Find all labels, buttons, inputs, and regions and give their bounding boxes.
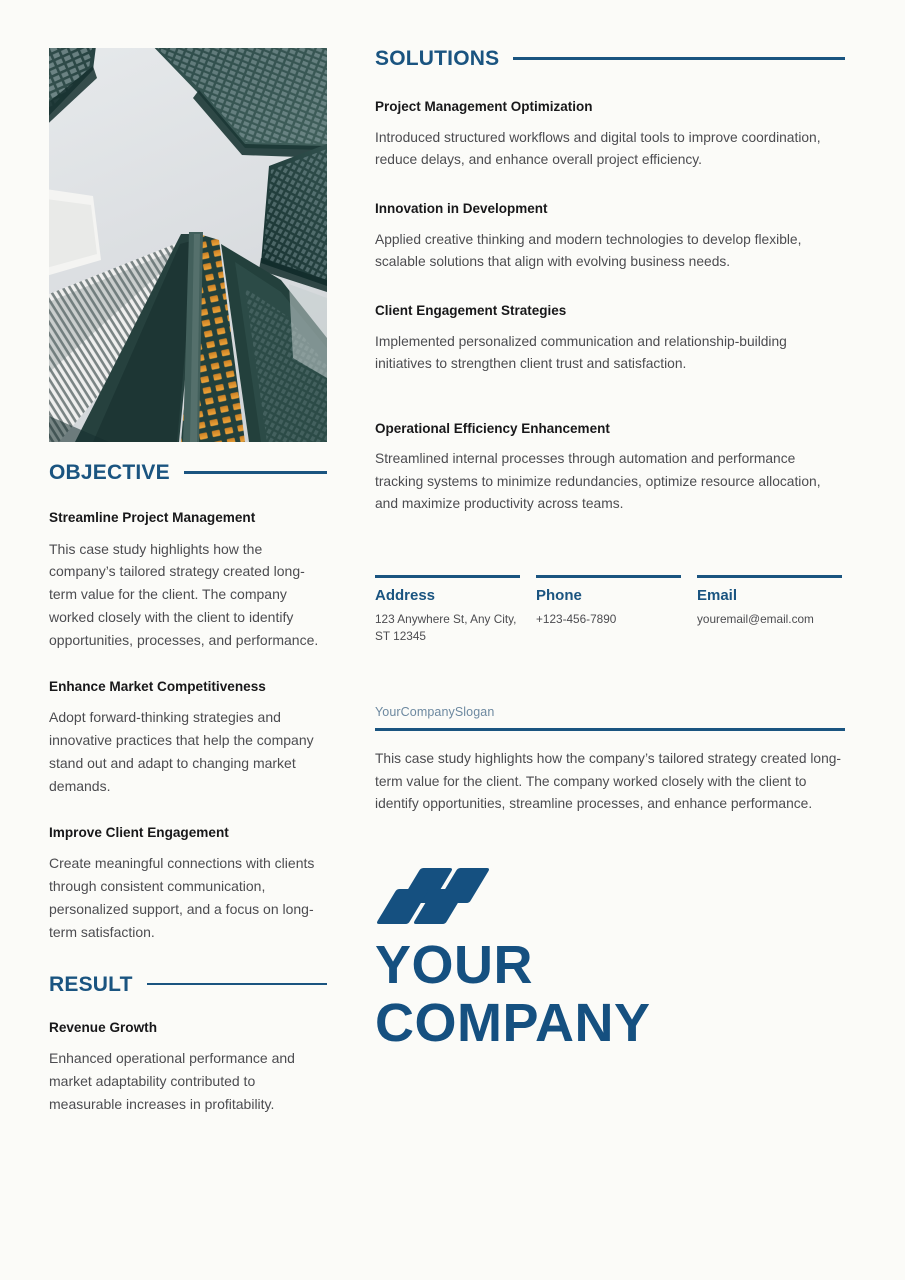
objective-block xyxy=(49,509,327,652)
result-section xyxy=(49,974,327,1116)
company-name-line2: COMPANY xyxy=(375,993,651,1054)
company-slogan: YourCompanySlogan xyxy=(375,705,495,720)
objective-block-text: This case study highlights how the company’s tailored strategy created long-term value for the client. The company worked closely with the client to identify opportunities, processes, and performance. xyxy=(49,540,319,648)
slogan-rule xyxy=(375,728,845,731)
solutions-heading-label: SOLUTIONS xyxy=(375,47,500,70)
contact-rule xyxy=(536,575,681,578)
objective-block-title: Enhance Market Competitiveness xyxy=(49,678,266,694)
solutions-block-text: Streamlined internal processes through automation and performance tracking systems to minimize redundancies, optimize resource allocation, and maximize productivity across teams. xyxy=(375,451,821,511)
skyscraper-photo xyxy=(49,48,327,442)
closing-paragraph: This case study highlights how the company’s tailored strategy created long-term value for the client. The company worked closely with the client to identify opportunities, streamline processes, and enhance performance. xyxy=(375,750,842,812)
contact-label: Phone xyxy=(536,587,582,605)
contact-value: youremail@email.com xyxy=(697,612,814,627)
contact-phone xyxy=(536,575,681,645)
company-logo-icon xyxy=(375,864,493,926)
contact-email xyxy=(697,575,842,645)
objective-block xyxy=(49,678,327,798)
solutions-block-title: Client Engagement Strategies xyxy=(375,303,567,319)
solutions-block-text: Introduced structured workflows and digital tools to improve coordination, reduce delays, and enhance overall project efficiency. xyxy=(375,129,821,167)
contact-value: 123 Anywhere St, Any City, ST 12345 xyxy=(375,612,517,644)
solutions-block xyxy=(375,420,845,516)
solutions-block xyxy=(375,200,845,273)
result-block-title: Revenue Growth xyxy=(49,1019,158,1035)
skyscraper-illustration xyxy=(49,48,327,442)
solutions-block-text: Applied creative thinking and modern technologies to develop flexible, scalable solutions that align with evolving business needs. xyxy=(375,231,802,270)
objective-heading-label: OBJECTIVE xyxy=(49,461,170,484)
contact-rule xyxy=(697,575,842,578)
solutions-block xyxy=(375,98,845,171)
objective-block-text: Adopt forward-thinking strategies and innovative practices that help the company stand out and adapt to changing market demands. xyxy=(49,709,314,794)
right-column xyxy=(375,48,845,1052)
contact-row xyxy=(375,575,845,645)
company-name xyxy=(375,936,845,1053)
contact-rule xyxy=(375,575,520,578)
solutions-block xyxy=(375,302,845,375)
contact-address xyxy=(375,575,520,645)
result-block-text: Enhanced operational performance and market adaptability contributed to measurable increases in profitability. xyxy=(49,1050,295,1112)
solutions-block-title: Project Management Optimization xyxy=(375,99,593,114)
objective-block-text: Create meaningful connections with clients through consistent communication, personalized support, and a focus on long-term satisfaction. xyxy=(49,855,315,940)
result-heading-label: RESULT xyxy=(49,972,133,996)
logo-section xyxy=(375,864,845,1053)
solutions-heading-rule xyxy=(513,57,845,60)
slogan-section xyxy=(375,705,845,815)
left-column xyxy=(49,48,327,1116)
solutions-section xyxy=(375,48,845,515)
solutions-block-title: Operational Efficiency Enhancement xyxy=(375,420,610,436)
result-heading xyxy=(49,974,327,995)
solutions-block-text: Implemented personalized communication and relationship-building initiatives to strengthen client trust and satisfaction. xyxy=(375,334,787,372)
result-heading-rule xyxy=(147,983,327,986)
objective-block-title: Improve Client Engagement xyxy=(49,824,229,840)
solutions-block-title: Innovation in Development xyxy=(375,201,548,217)
objective-heading-rule xyxy=(184,471,327,474)
solutions-heading xyxy=(375,48,845,69)
objective-section xyxy=(49,462,327,944)
result-block xyxy=(49,1019,327,1116)
objective-heading xyxy=(49,462,327,483)
contact-label: Address xyxy=(375,587,436,605)
objective-block xyxy=(49,824,327,944)
objective-block-title: Streamline Project Management xyxy=(49,510,256,525)
company-name-line1: YOUR xyxy=(375,934,534,995)
contact-value: +123-456-7890 xyxy=(536,612,617,627)
contact-label: Email xyxy=(697,587,738,605)
